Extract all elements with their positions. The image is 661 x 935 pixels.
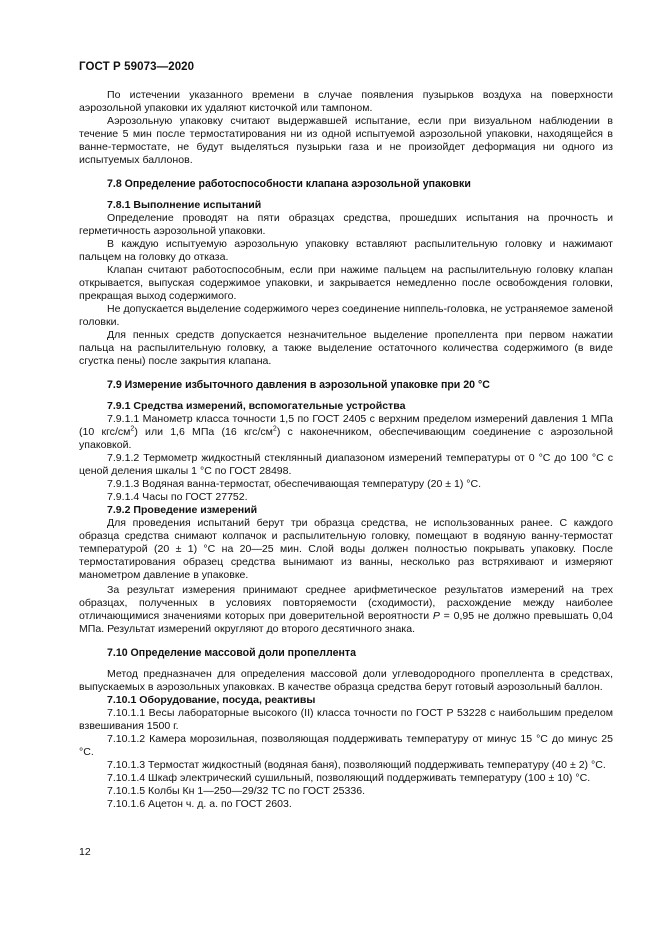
paragraph-7-9-1-4: 7.9.1.4 Часы по ГОСТ 27752. <box>107 491 248 503</box>
paragraph-7-10-1-2: 7.10.1.2 Камера морозильная, позволяющая поддерживать температуру от минус 15 °С до минус 25 °С. <box>79 733 613 758</box>
subsection-heading-7-8-1: 7.8.1 Выполнение испытаний <box>107 199 262 211</box>
document-header: ГОСТ Р 59073—2020 <box>79 61 195 73</box>
paragraph-7-9-1-2: 7.9.1.2 Термометр жидкостный стеклянный диапазоном измерений температуры от 0 °С до 100 °С с ценой деления шкалы 1 °С по ГОСТ 28498. <box>79 452 613 477</box>
paragraph-7-10-1-1: 7.10.1.1 Весы лабораторные высокого (II) класса точности по ГОСТ Р 53228 с наибольшим пределом взвешивания 1500 г. <box>79 707 613 732</box>
page-number: 12 <box>79 846 91 858</box>
paragraph-7-9-1-3: 7.9.1.3 Водяная ванна-термостат, обеспечивающая температуру (20 ± 1) °С. <box>107 478 482 490</box>
paragraph: Для проведения испытаний берут три образца средства, не использованных ранее. С каждого образца средства снимают колпачок и распылительную головку, помещают в водяную ванну-термостат температурой (20 ± 1) °С на 20—25 мин. Слой воды должен полностью покрывать упаковку. После термостатирования образец средства вынимают из ванны, несколько раз встряхивают и измеряют манометром давление в упаковке. <box>79 517 613 581</box>
subsection-heading-7-9-2: 7.9.2 Проведение измерений <box>107 504 258 516</box>
paragraph: Не допускается выделение содержимого через соединение ниппель-головка, не устраняемое заменой головки. <box>79 303 613 328</box>
paragraph: Метод предназначен для определения массовой доли углеводородного пропеллента в средствах, выпускаемых в аэрозольных упаковках. В качестве образца средства берут готовый аэрозольный баллон. <box>79 668 613 693</box>
paragraph: Аэрозольную упаковку считают выдержавшей испытание, если при визуальном наблюдении в течение 5 мин после термостатирования ни из одной испытуемой аэрозольной упаковки, находящейся в ванне-термостате, не будут выделяться пузырьки газа и не произойдет деформация ни одного из испытуемых баллонов. <box>79 115 613 166</box>
paragraph: Для пенных средств допускается незначительное выделение пропеллента при первом нажатии пальца на распылительную головку, а также выделение остаточного количества содержимого (в виде сгустка пены) после закрытия клапана. <box>79 329 613 367</box>
paragraph: По истечении указанного времени в случае появления пузырьков воздуха на поверхности аэрозольной упаковки их удаляют кисточкой или тампоном. <box>79 89 613 114</box>
paragraph-7-9-1-1: 7.9.1.1 Манометр класса точности 1,5 по ГОСТ 2405 с верхним пределом измерений давления 1 МПа (10 кгс/$см^2$) или 1,6 МПа (16 кгс/$см^2$) с наконечником, обеспечивающим соединение с аэрозольной упаковкой. <box>79 413 613 451</box>
section-heading-7-10: 7.10 Определение массовой доли пропеллента <box>107 647 356 659</box>
paragraph-7-10-1-6: 7.10.1.6 Ацетон ч. д. а. по ГОСТ 2603. <box>107 798 292 810</box>
subsection-heading-7-9-1: 7.9.1 Средства измерений, вспомогательные устройства <box>107 400 406 412</box>
document-body <box>79 89 613 811</box>
paragraph: Определение проводят на пяти образцах средства, прошедших испытания на прочность и герметичность аэрозольной упаковки. <box>79 212 613 237</box>
paragraph-7-10-1-4: 7.10.1.4 Шкаф электрический сушильный, позволяющий поддерживать температуру (100 ± 10) °С. <box>107 772 591 784</box>
paragraph: Клапан считают работоспособным, если при нажиме пальцем на распылительную головку клапан открывается, выпуская содержимое упаковки, и закрывается немедленно после освобождения головки, прекращая выход содержимого. <box>79 264 613 302</box>
subsection-heading-7-10-1: 7.10.1 Оборудование, посуда, реактивы <box>107 694 316 706</box>
paragraph-7-10-1-5: 7.10.1.5 Колбы Кн 1—250—29/32 ТС по ГОСТ 25336. <box>107 785 366 797</box>
section-heading-7-9: 7.9 Измерение избыточного давления в аэрозольной упаковке при 20 °С <box>107 379 490 391</box>
paragraph: В каждую испытуемую аэрозольную упаковку вставляют распылительную головку и нажимают пальцем на головку до отказа. <box>79 238 613 263</box>
section-heading-7-8: 7.8 Определение работоспособности клапана аэрозольной упаковки <box>107 178 471 190</box>
paragraph-7-10-1-3: 7.10.1.3 Термостат жидкостный (водяная баня), позволяющий поддерживать температуру (40 ± 2) °С. <box>107 759 606 771</box>
paragraph: За результат измерения принимают среднее арифметическое результатов измерений на трех образцах, полученных в условиях повторяемости (сходимости), расхождение между наиболее отличающимися значениями которых при доверительной вероятности P = 0,95 не должно превышать 0,04 МПа. Результат измерений округляют до второго десятичного знака. <box>79 584 613 635</box>
